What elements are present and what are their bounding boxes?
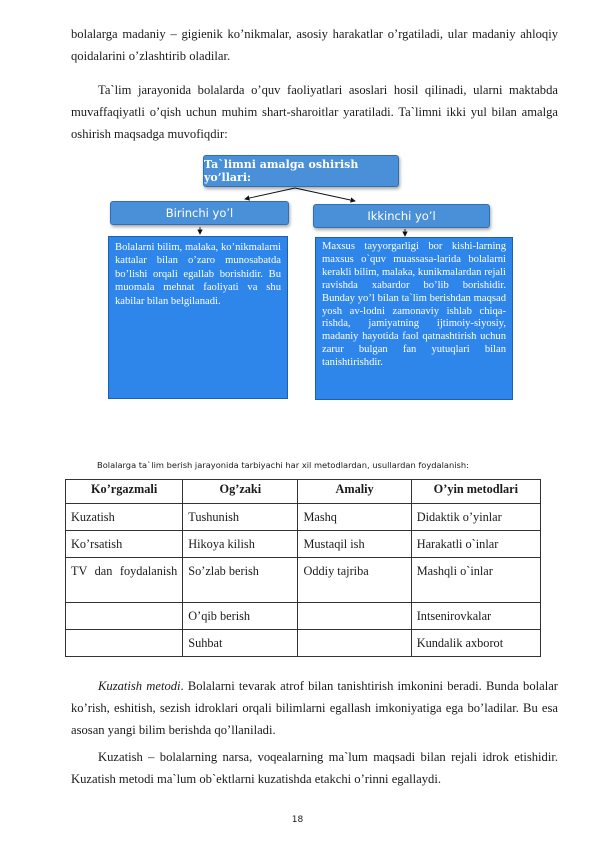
table-cell: TV dan foydalanish [66, 558, 183, 603]
header-visual: Ko’rgazmali [66, 480, 183, 504]
table-cell: O’qib berish [183, 603, 298, 630]
table-row [66, 630, 541, 657]
header-game: O’yin metodlari [411, 480, 540, 504]
table-row [66, 504, 541, 531]
table-row [66, 603, 541, 630]
page-number: 18 [291, 815, 304, 825]
methods-table [65, 479, 541, 657]
table-cell [298, 630, 411, 657]
table-row [66, 531, 541, 558]
table-cell: Oddiy tajriba [298, 558, 411, 603]
table-cell: Mustaqil ish [298, 531, 411, 558]
second-way-box: Maxsus tayyorgarligi bor kishi-larning maxsus o`quv muassasa-larida bolalarni kerakli bilim, malaka, kunikmalardan rejali ravishda xabardor bo’lib borishidir. Bunday yo’l bilan ta`lim berishdan maqsad yosh av-lodni zamonaviy ishlab chiqa-rishda, jamiyatning ijtimoiy-siyosiy, madaniy hayotida faol qatnashtirish uchun zarur bulgan fan yutuqlari bilan tanishtirishdir. [315, 237, 513, 400]
term-observation-method: Kuzatish metodi [98, 679, 181, 693]
branch-first: Birinchi yo’l [110, 201, 289, 225]
table-cell: So’zlab berish [183, 558, 298, 603]
table-cell: Intsenirovkalar [411, 603, 540, 630]
paragraph-3 [71, 675, 558, 742]
paragraph-4: Kuzatish – bolalarning narsa, voqealarning ma`lum maqsadi bilan rejali idrok etishidir. Kuzatish metodi ma`lum ob`ektlarni kuzatishda etakchi o’rinni egallaydi. [71, 750, 558, 787]
table-cell [298, 603, 411, 630]
header-practical: Amaliy [298, 480, 411, 504]
table-cell [66, 630, 183, 657]
table-cell: Mashq [298, 504, 411, 531]
table-cell: Tushunish [183, 504, 298, 531]
table-cell: Suhbat [183, 630, 298, 657]
table-cell: Ko’rsatish [66, 531, 183, 558]
table-caption: Bolalarga ta`lim berish jarayonida tarbiyachi har xil metodlardan, usullardan foydalanish: [97, 460, 469, 470]
paragraph-1: bolalarga madaniy – gigienik ko’nikmalar, asosiy harakatlar o’rgatiladi, ular madaniy ahloqiy qoidalarini o’zlashtirib oladilar. [71, 27, 558, 64]
table-row [66, 558, 541, 603]
first-way-box: Bolalarni bilim, malaka, ko’nikmalarni kattalar bilan o’zaro munosabatda bo’lishi orqali egallab borishidir. Bu muomala mehnat faoliyati va shu kabilar bilan belgilanadi. [108, 236, 288, 399]
table-header-row [66, 480, 541, 504]
paragraph-2: Ta`lim jarayonida bolalarda o’quv faoliyatlari asoslari hosil qilinadi, ularni maktabda muvaffaqiyatli o’qish uchun muhim shart-sharoitlar yaratiladi. Ta`limni ikki yul bilan amalga oshirish maqsadga muvofiqdir: [71, 83, 558, 142]
table-cell [66, 603, 183, 630]
table-cell: Harakatli o`inlar [411, 531, 540, 558]
table-cell: Didaktik o’yinlar [411, 504, 540, 531]
table-cell: Kundalik axborot [411, 630, 540, 657]
header-verbal: Og’zaki [183, 480, 298, 504]
branch-second: Ikkinchi yo’l [313, 204, 490, 228]
diagram-title: Ta`limni amalga oshirish yo’llari: [203, 155, 399, 187]
table-cell: Mashqli o`inlar [411, 558, 540, 603]
paragraph-3-text: . Bolalarni tevarak atrof bilan tanishtirish imkonini beradi. Bunda bolalar ko’rish, eshitish, sezish idroklari orqali bilimlarni egallash imkoniyatiga ega bo’ladilar. Bu esa asosan yangi bilim berishda qo’llaniladi. [71, 679, 558, 738]
table-cell: Hikoya kilish [183, 531, 298, 558]
table-cell: Kuzatish [66, 504, 183, 531]
